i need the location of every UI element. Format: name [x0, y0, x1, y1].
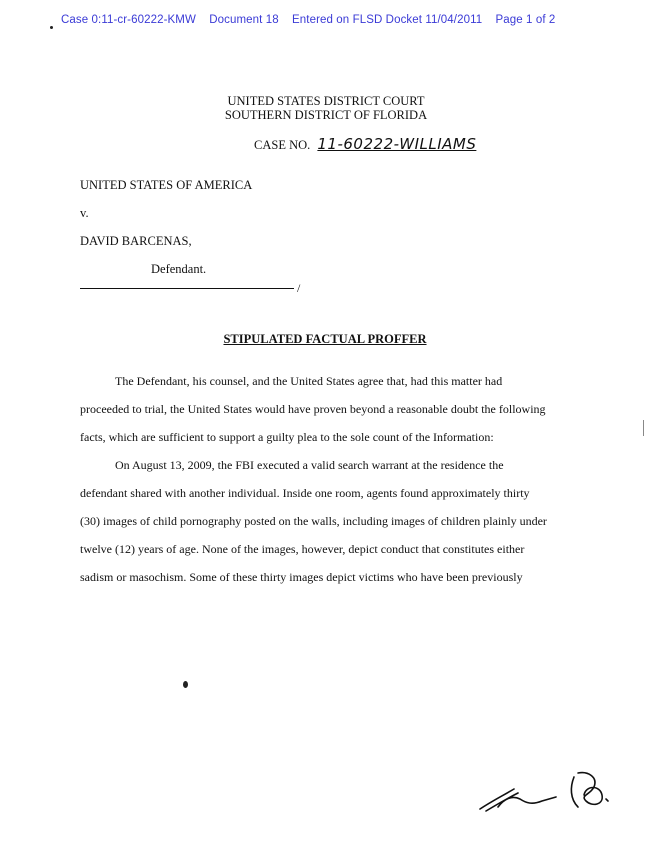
body-line: proceeded to trial, the United States would have proven beyond a reasonable doubt the following [80, 402, 546, 416]
body-line: (30) images of child pornography posted on the walls, including images of children plainly under [80, 514, 547, 528]
body-line: facts, which are sufficient to support a guilty plea to the sole count of the Information: [80, 430, 494, 444]
header-entered: Entered on FLSD Docket 11/04/2011 [292, 14, 483, 26]
court-name: UNITED STATES DISTRICT COURT [227, 94, 425, 108]
header-case-number: Case 0:11-cr-60222-KMW [61, 14, 196, 26]
docket-header [61, 14, 621, 26]
document-title: STIPULATED FACTUAL PROFFER [223, 332, 427, 346]
body-line: The Defendant, his counsel, and the United States agree that, had this matter had [115, 374, 503, 388]
defendant-name: DAVID BARCENAS, [80, 234, 192, 248]
case-number-handwritten: 11-60222-WILLIAMS [317, 135, 477, 153]
scan-speck [50, 26, 53, 29]
scan-margin-mark [643, 420, 644, 436]
caption-rule [80, 288, 294, 289]
plaintiff: UNITED STATES OF AMERICA [80, 178, 253, 192]
body-line: defendant shared with another individual. Inside one room, agents found approximately thirty [80, 486, 530, 500]
header-page-count: Page 1 of 2 [495, 14, 556, 26]
court-district: SOUTHERN DISTRICT OF FLORIDA [224, 108, 428, 122]
body-line: On August 13, 2009, the FBI executed a valid search warrant at the residence the [115, 458, 504, 472]
case-number-line [254, 135, 476, 153]
initials-signature [474, 765, 634, 825]
scan-speck [183, 681, 188, 688]
defendant-role: Defendant. [151, 262, 207, 276]
case-number-label: CASE NO. [254, 138, 311, 152]
versus: v. [80, 206, 89, 220]
caption-slash: / [297, 281, 301, 295]
body-line: twelve (12) years of age. None of the images, however, depict conduct that constitutes either [80, 542, 525, 556]
body-line: sadism or masochism. Some of these thirty images depict victims who have been previously [80, 570, 523, 584]
header-document-number: Document 18 [209, 14, 279, 26]
court-heading [0, 94, 650, 122]
